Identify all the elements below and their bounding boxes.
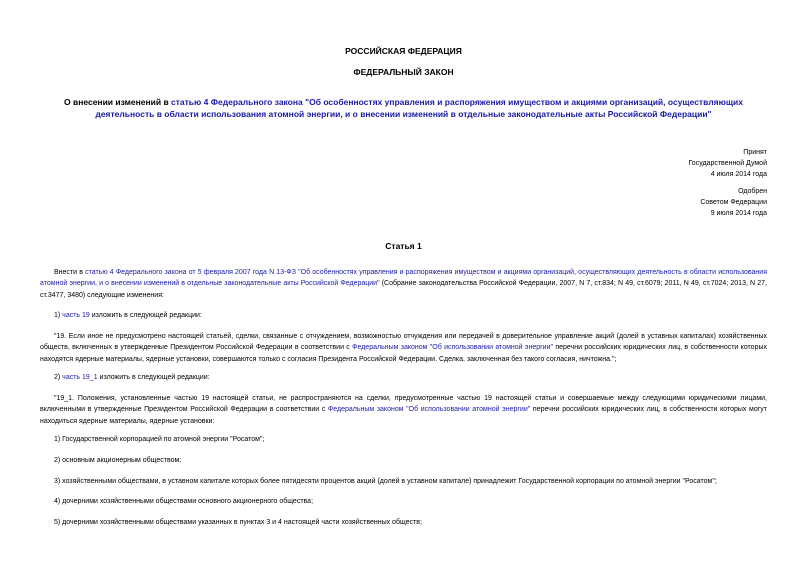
intro-paragraph	[40, 267, 767, 301]
item1-number: 1)	[54, 312, 63, 319]
subitem-3: 3) хозяйственными обществами, в уставном капитале которых более пятидесяти процентов акций (долей в уставном капитале) принадлежит Государственной корпорации по атомной энергии "Росатом";	[54, 478, 717, 485]
approval-line1: Одобрен	[738, 188, 767, 195]
adoption-line2: Государственной Думой	[688, 160, 767, 167]
item2-paragraph	[40, 372, 767, 383]
item1-suffix: изложить в следующей редакции:	[89, 312, 202, 319]
approval-line3: 9 июля 2014 года	[710, 210, 767, 217]
item1-link[interactable]: часть 19	[62, 312, 90, 319]
item2-link[interactable]: часть 19_1	[62, 374, 98, 381]
subitem-2: 2) основным акционерным обществом;	[54, 457, 182, 464]
intro-prefix: Внести в	[54, 269, 86, 276]
subitem-5: 5) дочерними хозяйственными обществами указанных в пунктах 3 и 4 настоящей части хозяйственных обществ;	[54, 519, 422, 526]
item2-number: 2)	[54, 374, 63, 381]
approval-line2: Советом Федерации	[700, 199, 767, 206]
item1-text-paragraph	[40, 331, 767, 365]
adoption-line1: Принят	[743, 149, 767, 156]
item2-text-paragraph	[40, 393, 767, 427]
country-heading: РОССИЙСКАЯ ФЕДЕРАЦИЯ	[345, 46, 462, 56]
item1-text-suffix: перечни российских юридических лиц, в собственности которых находятся ядерные материалы, ядерные установки, совершаются только с согласия Президента Российской Федерации. Сделка, заключенная без такого согласия, ничтожна.";	[40, 344, 768, 363]
intro-suffix: (Собрание законодательства Российской Федерации, 2007, N 7, ст.834; N 49, ст.6079; 2011, N 49, ст.7024; 2013, N 27, ст.3477, 3480) следующие изменения:	[40, 280, 767, 299]
subitem-4: 4) дочерними хозяйственными обществами основного акционерного общества;	[54, 498, 314, 505]
item2-text-link[interactable]: Федеральным законом "Об использовании атомной энергии"	[327, 406, 531, 414]
item1-text: "19. Если иное не предусмотрено настоящей статьей, сделки, связанные с отчуждением, возможностью отчуждения или передачей в доверительное управление акций (долей в уставных капиталах) хозяйственных обществ, включенных в утвержденные Президентом Российской Федерации в соответствии с	[40, 333, 767, 352]
item2-text-suffix: перечни российских юридических лиц, в собственности которых могут находиться ядерные материалы, ядерные установки:	[40, 406, 768, 425]
subitem-1: 1) Государственной корпорацией по атомной энергии "Росатом";	[54, 436, 265, 443]
item2-suffix: изложить в следующей редакции:	[97, 374, 210, 381]
intro-link[interactable]: статью 4 Федерального закона от 5 февраля 2007 года N 13-ФЗ "Об особенностях управления и распоряжения имуществом и акциями организаций, осуществляющих деятельность в области использования атомной энергии, и о внесении изменений в отдельные законодательные акты Российской Федерации"	[40, 269, 767, 288]
approval-block	[567, 186, 767, 219]
adoption-block	[567, 147, 767, 180]
adoption-line3: 4 июля 2014 года	[710, 171, 767, 178]
law-title	[40, 96, 767, 120]
law-title-prefix: О внесении изменений в	[64, 97, 172, 107]
item1-paragraph	[40, 310, 767, 321]
item2-text: "19_1. Положения, установленные частью 19 настоящей статьи, не распространяются на сделки, предусмотренные частью 19 настоящей статьи и совершаемые между следующими юридическими лицами, включенными в утвержденные Президентом Российской Федерации в соответствии с	[40, 395, 767, 414]
item1-text-link[interactable]: Федеральным законом "Об использовании атомной энергии"	[352, 344, 553, 352]
article-heading: Статья 1	[385, 241, 422, 251]
law-type-heading: ФЕДЕРАЛЬНЫЙ ЗАКОН	[353, 67, 454, 77]
law-title-link[interactable]: статью 4 Федерального закона "Об особенностях управления и распоряжения имуществом и акциями организаций, осуществляющих деятельность в области использования атомной энергии, и о внесении изменений в отдельные законодательные акты Российской Федерации"	[95, 97, 743, 119]
